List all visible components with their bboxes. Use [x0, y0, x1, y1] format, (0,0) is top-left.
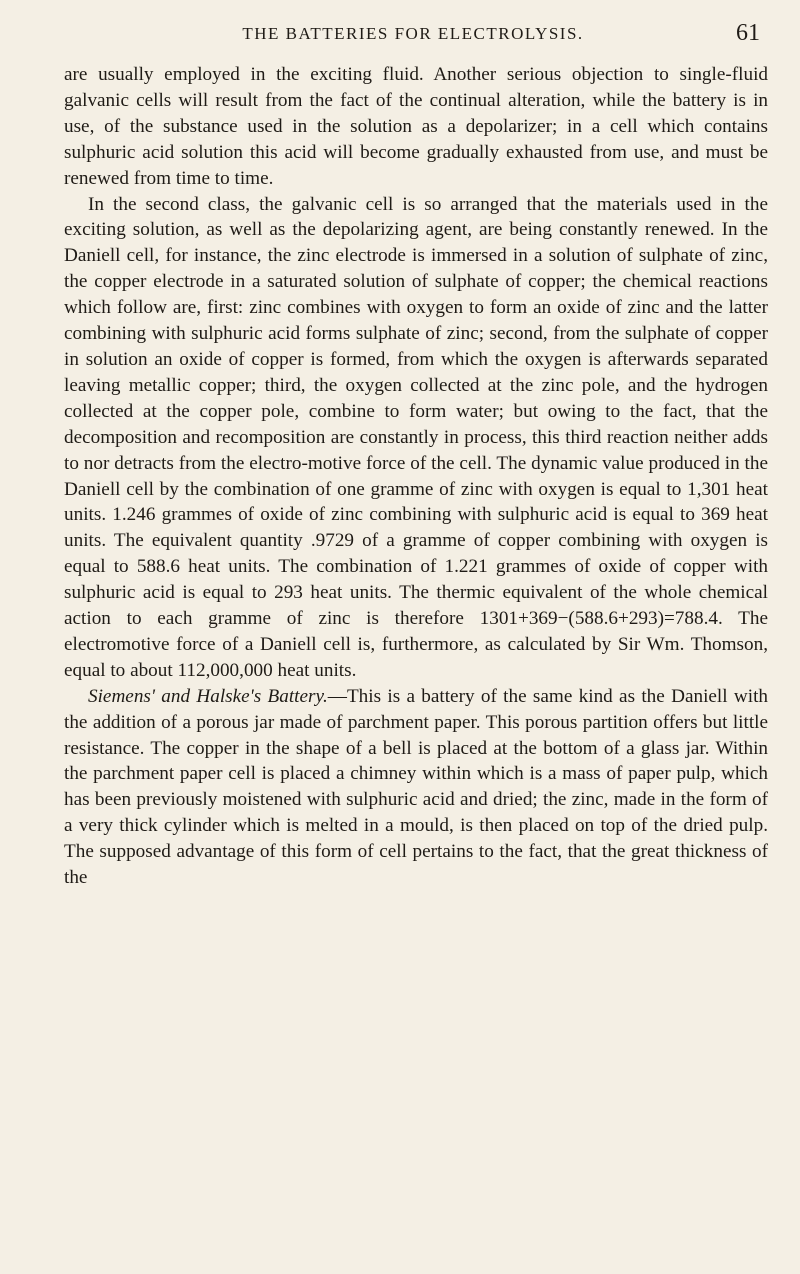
paragraph-daniell-cell: In the second class, the galvanic cell is so arranged that the materials used in the exciting solution, as well as the depolarizing agent, are being constantly renewed. In the Daniell cell, for instance, the zinc electrode is immersed in a solution of sulphate of zinc, the copper electrode in a saturated solution of sulphate of copper; the chemical reactions which follow are, first: zinc combines with oxygen to form an oxide of zinc and the latter combining with sulphuric acid forms sulphate of zinc; second, from the sulphate of copper in solution an oxide of copper is formed, from which the oxygen is afterwards separated leaving metallic copper; third, the oxygen collected at the zinc pole, and the hydrogen collected at the copper pole, combine to form water; but owing to the fact, that the decomposition and recomposition are constantly in process, this third reaction neither adds to nor detracts from the electro-motive force of the cell. The dynamic value produced in the Daniell cell by the combination of one gramme of zinc with oxygen is equal to 1,301 heat units. 1.246 grammes of oxide of zinc combining with sulphuric acid is equal to 369 heat units. The equivalent quantity .9729 of a gramme of copper combining with oxygen is equal to 588.6 heat units. The combination of 1.221 grammes of oxide of copper with sulphuric acid is equal to 293 heat units. The thermic equivalent of the whole chemical action to each gramme of zinc is therefore 1301+369−(588.6+293)=788.4. The electromotive force of a Daniell cell is, furthermore, as calculated by Sir Wm. Thomson, equal to about 112,000,000 heat units. — [64, 193, 768, 681]
paragraph-continued: are usually employed in the exciting fluid. Another serious objection to single-fluid galvanic cells will result from the fact of the continual alteration, while the battery is in use, of the substance used in the solution as a depolarizer; in a cell which contains sulphuric acid solution this acid will become gradually exhausted from use, and must be renewed from time to time. — [64, 64, 768, 189]
section-lead-text: —This is a battery of the same kind as the Daniell with the addition of a porous jar made of parchment paper. This porous partition offers but little resistance. The copper in the shape of a bell is placed at the bottom of a glass jar. Within the parchment paper cell is placed a chimney within which is a mass of paper pulp, which has been previously moistened with sulphuric acid and dried; the zinc, made in the form of a very thick cylinder which is melted in a mould, is then placed on top of the dried pulp. The supposed advantage of this form of cell pertains to the fact, that the great thickness of the — [64, 685, 768, 889]
page-number: 61 — [736, 20, 760, 46]
body-text — [64, 62, 768, 891]
running-head: THE BATTERIES FOR ELECTROLYSIS. — [242, 24, 584, 43]
section-lead-title: Siemens' and Halske's Battery. — [88, 685, 328, 707]
paragraph-siemens-halske — [64, 684, 768, 891]
page-header — [66, 20, 760, 48]
